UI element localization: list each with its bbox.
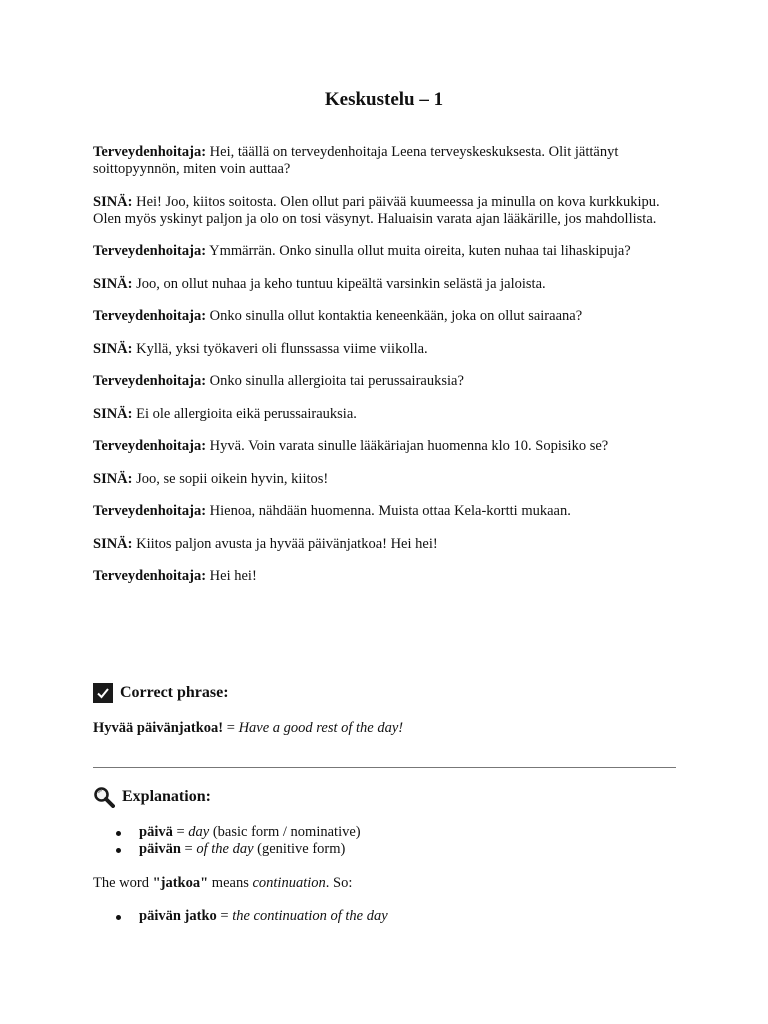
dialogue-turn [93, 536, 675, 553]
equals-sign: = [172, 824, 189, 840]
utterance: Joo, se sopii oikein hyvin, kiitos! [136, 470, 329, 487]
page-title: Keskustelu – 1 [324, 89, 444, 110]
speaker: SINÄ: [93, 340, 133, 357]
speaker: Terveydenhoitaja: [93, 373, 207, 389]
utterance: Kyllä, yksi työkaveri oli flunssassa viime viikolla. [136, 340, 428, 357]
speaker: Terveydenhoitaja: [93, 308, 207, 324]
form-note: (genitive form) [253, 841, 346, 857]
list-item [93, 908, 388, 925]
dialogue-turn [93, 373, 675, 390]
form-word: päivä [139, 824, 173, 840]
form-gloss: day [188, 824, 210, 840]
equals-sign: = [180, 841, 197, 857]
speaker: Terveydenhoitaja: [93, 144, 207, 160]
equals-sign: = [216, 908, 233, 924]
forms-list [93, 824, 361, 858]
dialogue-turn [93, 471, 675, 488]
checkbox-icon [93, 683, 113, 703]
magnifier-icon [93, 786, 115, 808]
dialogue-turn [93, 503, 675, 520]
dialogue-turn [93, 568, 675, 585]
text: The word [93, 875, 153, 891]
list-item [93, 824, 361, 841]
text: . So: [325, 875, 353, 891]
utterance: Hei hei! [209, 568, 257, 584]
english-meaning: Have a good rest of the day! [238, 720, 404, 736]
dialogue-turn [93, 194, 675, 228]
speaker: Terveydenhoitaja: [93, 438, 207, 454]
word-explanation [93, 875, 352, 892]
dialogue-turn [93, 243, 675, 260]
list-item [93, 841, 361, 858]
utterance: Onko sinulla allergioita tai perussairauksia? [209, 373, 464, 389]
speaker: SINÄ: [93, 535, 133, 552]
equals-sign: = [223, 720, 239, 736]
utterance: Hyvä. Voin varata sinulle lääkäriajan huomenna klo 10. Sopisiko se? [209, 438, 609, 454]
utterance: Ei ole allergioita eikä perussairauksia. [136, 405, 357, 422]
check-mark-icon [96, 686, 110, 700]
utterance: Hei! Joo, kiitos soitosta. Olen ollut pari päivää kuumeessa ja minulla on kova kurkkukipu. Olen myös yskinyt paljon ja olo on tosi väsynyt. Haluaisin varata ajan lääkärille, jos mahdollista. [93, 193, 660, 227]
correct-phrase-heading-text: Correct phrase: [120, 684, 229, 701]
speaker: Terveydenhoitaja: [93, 243, 207, 259]
correct-phrase [93, 720, 403, 737]
speaker: SINÄ: [93, 470, 133, 487]
explanation-heading [93, 786, 211, 808]
speaker: Terveydenhoitaja: [93, 568, 207, 584]
utterance: Hei, täällä on terveydenhoitaja Leena terveyskeskuksesta. Olit jättänyt soittopyynnön, miten voin auttaa? [93, 144, 619, 177]
result-list [93, 908, 388, 925]
keyword: "jatkoa" [152, 875, 209, 891]
speaker: SINÄ: [93, 275, 133, 292]
form-note: (basic form / nominative) [209, 824, 361, 840]
utterance: Joo, on ollut nuhaa ja keho tuntuu kipeältä varsinkin selästä ja jaloista. [136, 275, 546, 292]
utterance: Ymmärrän. Onko sinulla ollut muita oireita, kuten nuhaa tai lihaskipuja? [209, 243, 631, 259]
utterance: Kiitos paljon avusta ja hyvää päivänjatkoa! Hei hei! [136, 535, 438, 552]
dialogue [93, 144, 675, 601]
dialogue-turn [93, 144, 675, 178]
utterance: Onko sinulla ollut kontaktia keneenkään, joka on ollut sairaana? [209, 308, 583, 324]
dialogue-turn [93, 276, 675, 293]
speaker: SINÄ: [93, 405, 133, 422]
dialogue-turn [93, 406, 675, 423]
form-word: päivän [139, 841, 181, 857]
speaker: SINÄ: [93, 193, 133, 210]
dialogue-turn [93, 438, 675, 455]
dialogue-turn [93, 308, 675, 325]
utterance: Hienoa, nähdään huomenna. Muista ottaa Kela-kortti mukaan. [209, 503, 571, 519]
finnish-phrase: Hyvää päivänjatkoa! [93, 720, 224, 736]
speaker: Terveydenhoitaja: [93, 503, 207, 519]
result-gloss: the continuation of the day [232, 908, 388, 924]
divider [93, 767, 676, 768]
result-word: päivän jatko [139, 908, 217, 924]
explanation-heading-text: Explanation: [122, 788, 211, 805]
form-gloss: of the day [196, 841, 254, 857]
correct-phrase-heading [93, 683, 229, 703]
text: means [208, 875, 253, 891]
keyword-meaning: continuation [252, 875, 326, 891]
dialogue-turn [93, 341, 675, 358]
